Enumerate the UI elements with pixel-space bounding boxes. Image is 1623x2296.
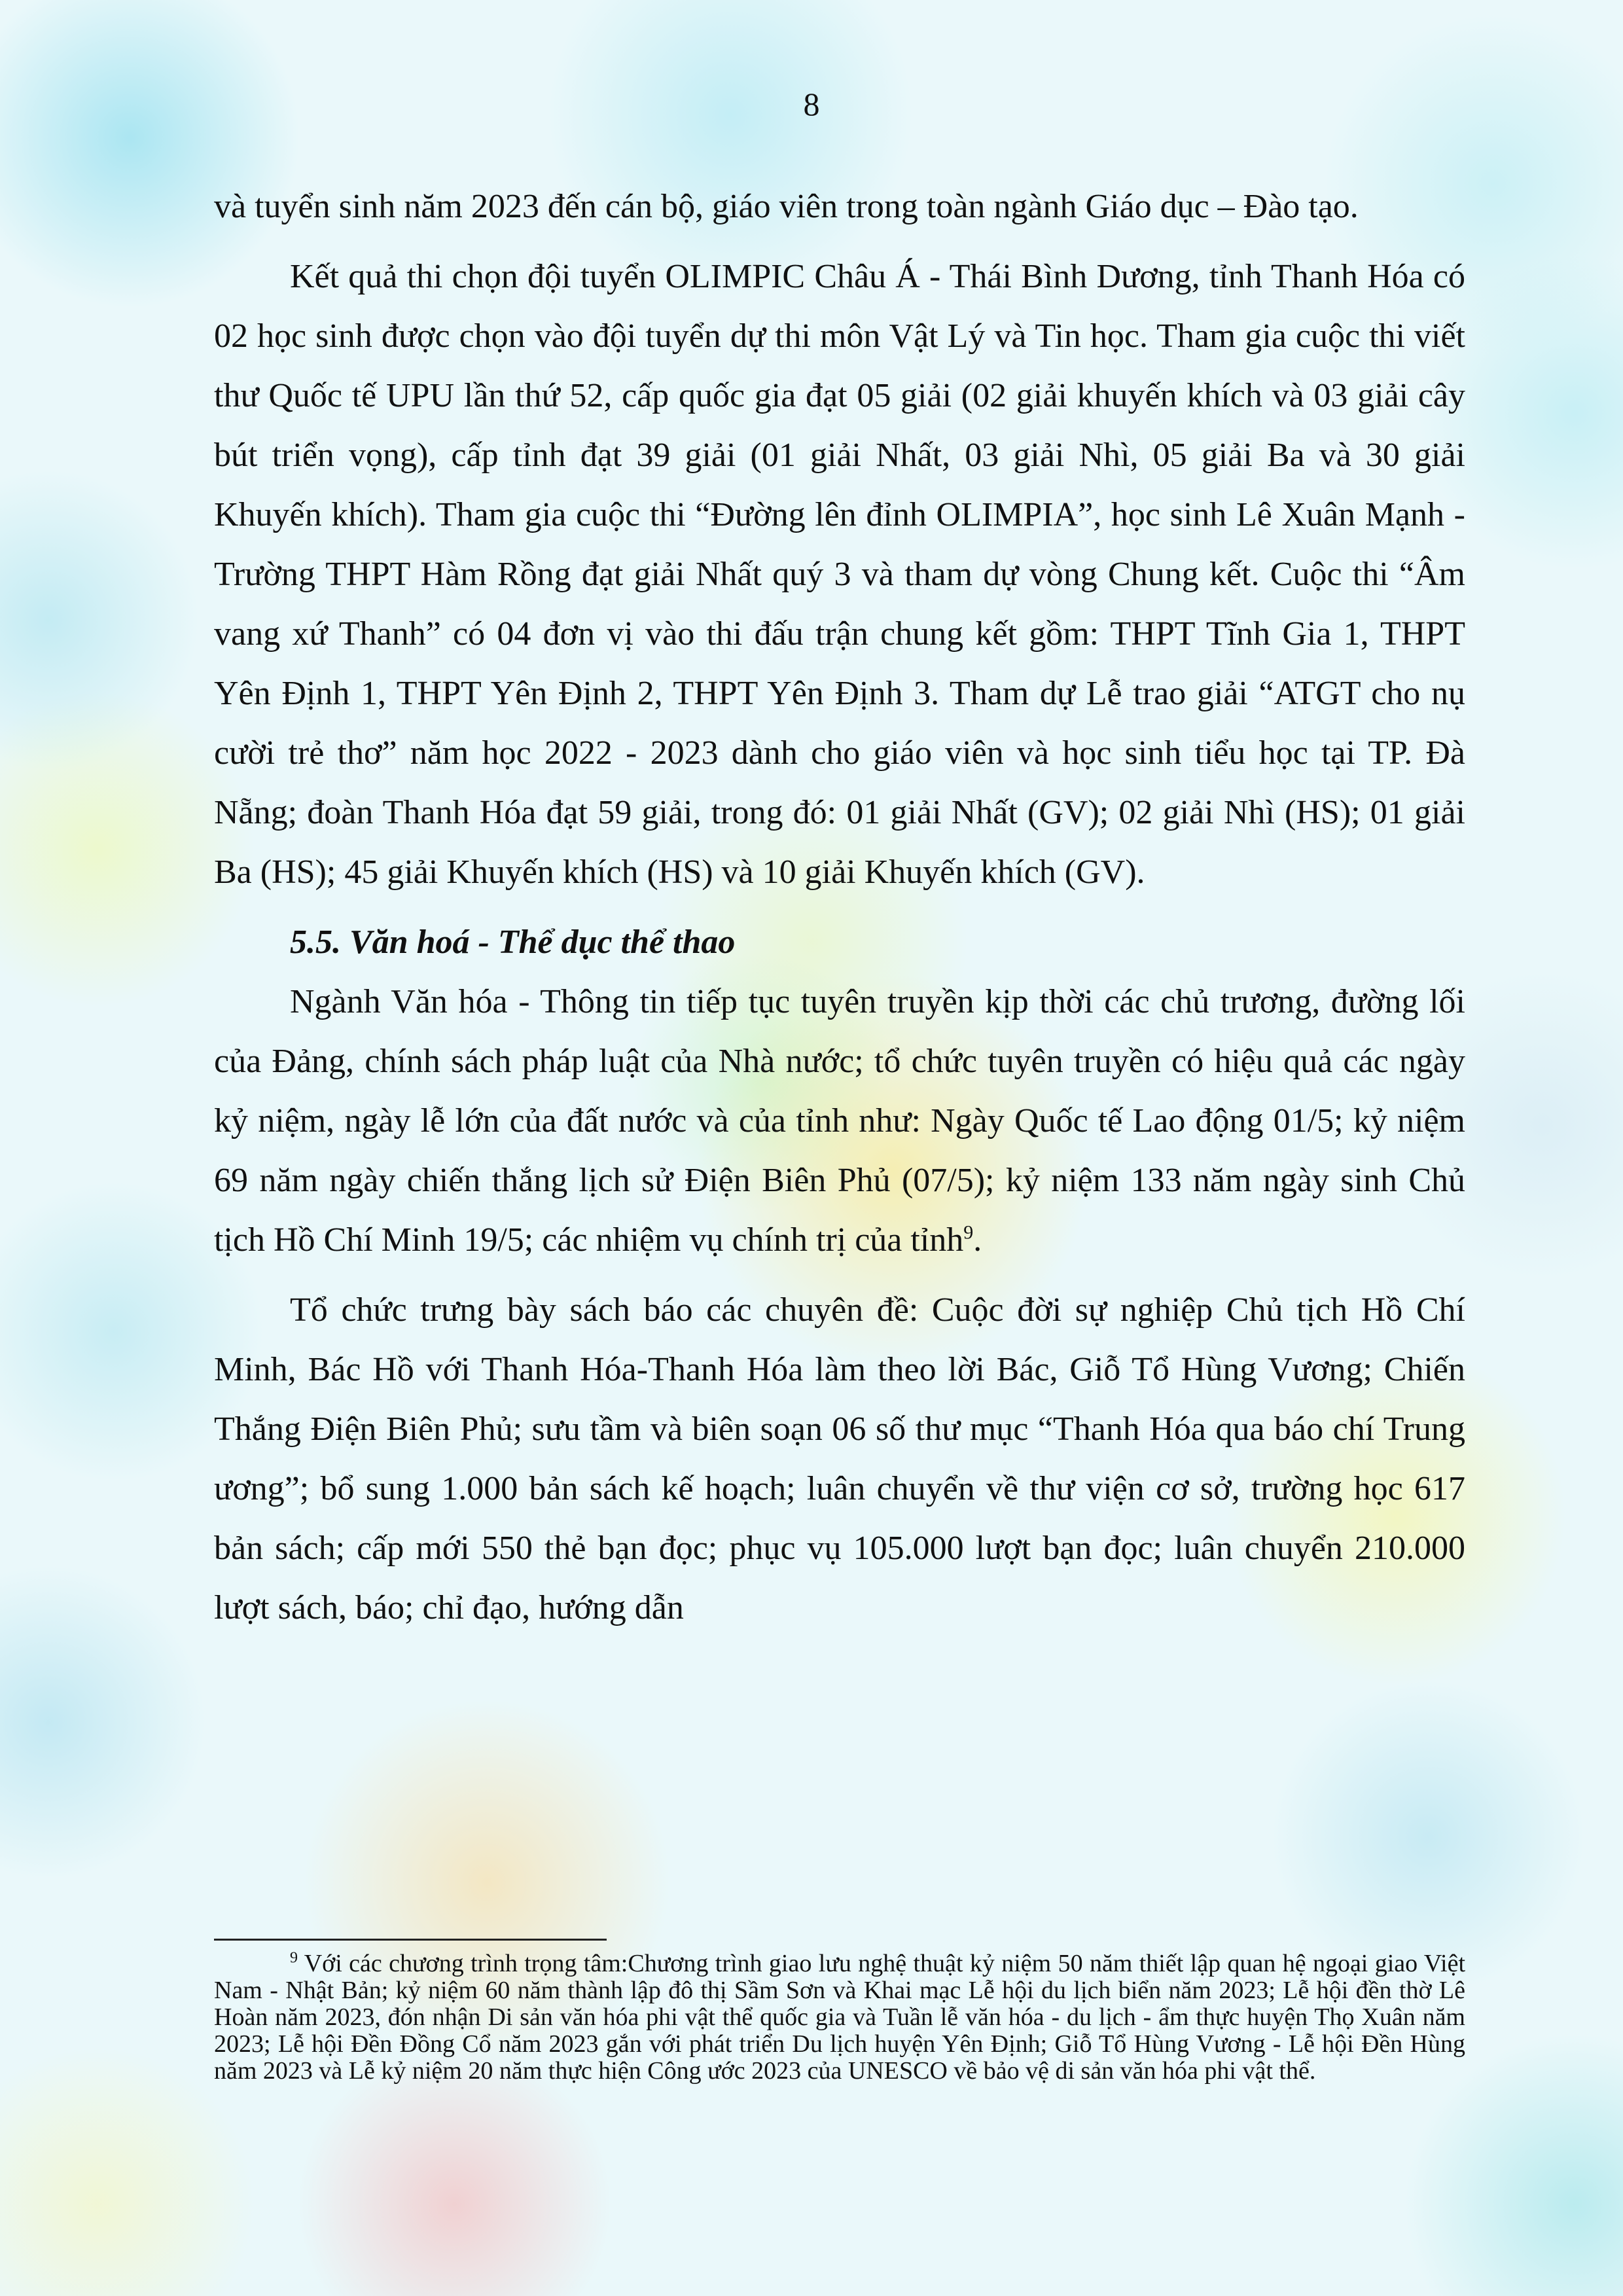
paragraph-olimpic-results: Kết quả thi chọn đội tuyển OLIMPIC Châu Á - Thái Bình Dương, tỉnh Thanh Hóa có 02 học sinh được chọn vào đội tuyển dự thi môn Vật Lý và Tin học. Tham gia cuộc thi viết thư Quốc tế UPU lần thứ 52, cấp quốc gia đạt 05 giải (02 giải khuyến khích và 03 giải cây bút triển vọng), cấp tỉnh đạt 39 giải (01 giải Nhất, 03 giải Nhì, 05 giải Ba và 30 giải Khuyến khích). Tham gia cuộc thi “Đường lên đỉnh OLIMPIA”, học sinh Lê Xuân Mạnh - Trường THPT Hàm Rồng đạt giải Nhất quý 3 và tham dự vòng Chung kết. Cuộc thi “Âm vang xứ Thanh” có 04 đơn vị vào thi đấu trận chung kết gồm: THPT Tĩnh Gia 1, THPT Yên Định 1, THPT Yên Định 2, THPT Yên Định 3. Tham dự Lễ trao giải “ATGT cho nụ cười trẻ thơ” năm học 2022 - 2023 dành cho giáo viên và học sinh tiểu học tại TP. Đà Nẵng; đoàn Thanh Hóa đạt 59 giải, trong đó: 01 giải Nhất (GV); 02 giải Nhì (HS); 01 giải Ba (HS); 45 giải Khuyến khích (HS) và 10 giải Khuyến khích (GV). <box>214 258 1465 891</box>
section-heading: 5.5. Văn hoá - Thể dục thể thao <box>290 924 736 961</box>
footnote-text: Với các chương trình trọng tâm:Chương trình giao lưu nghệ thuật kỷ niệm 50 năm thiết lập quan hệ ngoại giao Việt Nam - Nhật Bản; kỷ niệm 60 năm thành lập đô thị Sầm Sơn và Khai mạc Lễ hội du lịch biển năm 2023; Lễ hội đền thờ Lê Hoàn năm 2023, đón nhận Di sản văn hóa phi vật thể quốc gia và Tuần lễ văn hóa - du lịch - ẩm thực huyện Thọ Xuân năm 2023; Lễ hội Đền Đồng Cổ năm 2023 gắn với phát triển Du lịch huyện Yên Định; Giỗ Tổ Hùng Vương - Lễ hội Đền Hùng năm 2023 và Lễ kỷ niệm 20 năm thực hiện Công ước 2023 của UNESCO về bảo vệ di sản văn hóa phi vật thể. <box>214 1950 1465 2085</box>
paragraph-library-exhibition: Tổ chức trưng bày sách báo các chuyên đề: Cuộc đời sự nghiệp Chủ tịch Hồ Chí Minh, Bác Hồ với Thanh Hóa-Thanh Hóa làm theo lời Bác, Giỗ Tổ Hùng Vương; Chiến Thắng Điện Biên Phủ; sưu tầm và biên soạn 06 số thư mục “Thanh Hóa qua báo chí Trung ương”; bổ sung 1.000 bản sách kế hoạch; luân chuyển về thư viện cơ sở, trường học 617 bản sách; cấp mới 550 thẻ bạn đọc; phục vụ 105.000 lượt bạn đọc; luân chuyển 210.000 lượt sách, báo; chỉ đạo, hướng dẫn <box>214 1291 1465 1626</box>
footnote-reference[interactable]: 9 <box>963 1221 974 1244</box>
paragraph-culture-information <box>214 972 1465 1270</box>
paragraph-end-punctuation: . <box>973 1221 982 1259</box>
footnote-marker: 9 <box>290 1949 298 1967</box>
footnote-separator <box>214 1939 607 1941</box>
page-number: 8 <box>803 86 820 122</box>
paragraph-culture-text: Ngành Văn hóa - Thông tin tiếp tục tuyên truyền kịp thời các chủ trương, đường lối của Đảng, chính sách pháp luật của Nhà nước; tổ chức tuyên truyền có hiệu quả các ngày kỷ niệm, ngày lễ lớn của đất nước và của tỉnh như: Ngày Quốc tế Lao động 01/5; kỷ niệm 69 năm ngày chiến thắng lịch sử Điện Biên Phủ (07/5); kỷ niệm 133 năm ngày sinh Chủ tịch Hồ Chí Minh 19/5; các nhiệm vụ chính trị của tỉnh <box>214 983 1465 1259</box>
footnote <box>214 1950 1465 2085</box>
paragraph-continued: và tuyển sinh năm 2023 đến cán bộ, giáo viên trong toàn ngành Giáo dục – Đào tạo. <box>214 188 1359 225</box>
document-body <box>214 177 1465 1648</box>
